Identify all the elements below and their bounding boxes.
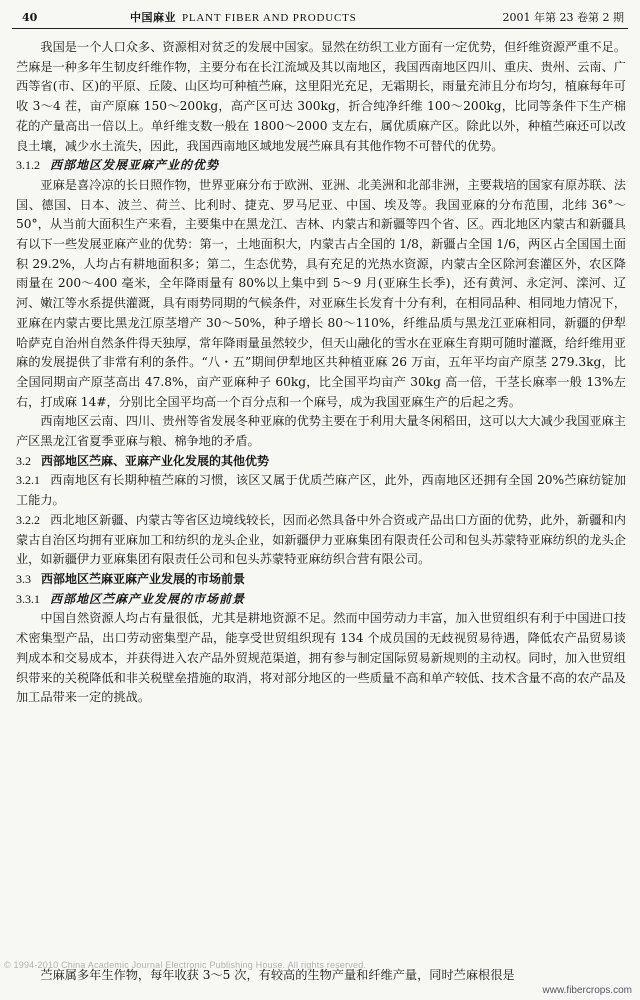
journal-title-cn: 中国麻业 <box>130 11 176 24</box>
issue-info: 2001 年第 23 卷第 2 期 <box>502 11 624 24</box>
site-watermark: www.fibercrops.com <box>542 985 632 996</box>
copyright-watermark: © 1994-2010 China Academic Journal Electronic Publishing House. All rights reserved. <box>4 960 367 970</box>
running-header <box>12 8 628 29</box>
paragraph-southwest-flax: 西南地区云南、四川、贵州等省发展冬种亚麻的优势主要在于利用大量冬闲稻田，这可以大大减少我国亚麻主产区黑龙江省夏季亚麻与粮、棉争地的矛盾。 <box>16 414 626 449</box>
journal-title <box>130 8 357 28</box>
paragraph-3-2-2: 3.2.2 西北地区新疆、内蒙古等省区边境线较长，因而必然具备中外合资或产品出口方面的优势，此外，新疆和内蒙古自治区均拥有亚麻加工和纺织的龙头企业，如新疆伊力亚麻集团有限责任公司和包头苏蒙特亚麻纺织的龙头企业，如新疆伊力亚麻集团有限责任公司和包头苏蒙特亚麻纺织合营有限公司。 <box>16 512 626 567</box>
section-heading-3-1-2: 3.1.2 西部地区发展亚麻产业的优势 <box>16 158 220 173</box>
section-heading-3-3: 3.3 西部地区苎麻亚麻产业发展的市场前景 <box>16 571 246 586</box>
paragraph-ramie-perennial: 苎麻属多年生作物，每年收获 3～5 次，有较高的生物产量和纤维产量，同时苎麻根很是 <box>40 968 515 982</box>
article-body <box>16 38 626 708</box>
paragraph-wto-market: 中国自然资源人均占有量很低，尤其是耕地资源不足。然而中国劳动力丰富，加入世贸组织有利于中国进口技术密集型产品，出口劳动密集型产品，能享受世贸组织现有 134 个成员国的无歧视贸易待遇，降低农产品贸易谈判成本和交易成本，并获得进入农产品外贸规范渠道，拥有参与制定国际贸易新规则的主动权。同时，加入世贸组织带来的关税降低和非关税壁垒措施的取消，将对部分地区的一些质量不高和单产较低、技术含量不高的农产品及加工品带来一定的挑战。 <box>16 611 626 705</box>
section-heading-3-2: 3.2 西部地区苎麻、亚麻产业化发展的其他优势 <box>16 453 270 468</box>
paragraph-flax-advantages: 亚麻是喜冷凉的长日照作物，世界亚麻分布于欧洲、亚洲、北美洲和北部非洲，主要栽培的国家有原苏联、法国、德国、日本、波兰、荷兰、比利时、捷克、罗马尼亚、中国、埃及等。我国亚麻的分布范围，北纬 36°～50°，从当前大面积生产来看，主要集中在黑龙江、吉林、内蒙古和新疆等四个省、区。西北地区内蒙古和新疆具有以下一些发展亚麻产业的优势：第一，土地面积大，内蒙古占全国的 1/8，新疆占全国 1/6，两区占全国国土面积 29.2%，人均占有耕地面积多；第二，生态优势，具有充足的光热水资源，内蒙古全区除河套灌区外，农区降雨量在 200～400 毫米，全年降雨量有 80%以上集中到 5～9 月(亚麻生长季)，还有黄河、永定河、滦河、辽河、嫩江等水系提供灌溉，具有雨势同期的气候条件，对亚麻生长发育十分有利，在相同品种、相同地力情况下，亚麻在内蒙古要比黑龙江原茎增产 30～50%，种子增长 80～110%，纤维品质与黑龙江亚麻相同，新疆的伊犁哈萨克自治州自然条件得天独厚，常年降雨量虽然较少，但天山融化的雪水在亚麻生育期可随时灌溉，给纤维用亚麻的发展提供了非常有利的条件。“八・五”期间伊犁地区共种植亚麻 26 万亩，五年平均亩产原茎 279.3kg，比全国同期亩产原茎高出 47.8%，亩产亚麻种子 60kg，比全国平均亩产 30kg 高一倍，干茎长麻率一般 13%左右，打成麻 14#，分别比全国平均高一个百分点和一个麻号，成为我国亚麻生产的后起之秀。 <box>16 177 626 409</box>
section-heading-3-3-1: 3.3.1 西部地区苎麻产业发展的市场前景 <box>16 591 246 606</box>
paragraph-ramie-intro: 我国是一个人口众多、资源相对贫乏的发展中国家。显然在纺织工业方面有一定优势，但纤维资源严重不足。苎麻是一种多年生韧皮纤维作物，主要分布在长江流域及其以南地区，我国西南地区四川、重庆、贵州、云南、广西等省(市、区)的平原、丘陵、山区均可种植苎麻，这里阳光充足，无霜期长，雨量充沛且分布均匀，植麻每年可收 3～4 茬，亩产原麻 150～200kg，高产区可达 300kg，折合纯净纤维 100～200kg，比同等条件下生产棉花的产量高出一倍以上。单纤维支数一般在 1800～2000 支左右，属优质麻产区。除此以外，种植苎麻还可以改良土壤，减少水土流失，因此，我国西南地区域地发展苎麻具有其他作物不可替代的优势。 <box>16 40 626 153</box>
journal-title-en: PLANT FIBER AND PRODUCTS <box>182 12 357 24</box>
paragraph-3-2-1: 3.2.1 西南地区有长期种植苎麻的习惯，该区又属于优质苎麻产区，此外，西南地区还拥有全国 20%苎麻纺锭加工能力。 <box>16 473 626 508</box>
page-number: 40 <box>22 11 38 24</box>
